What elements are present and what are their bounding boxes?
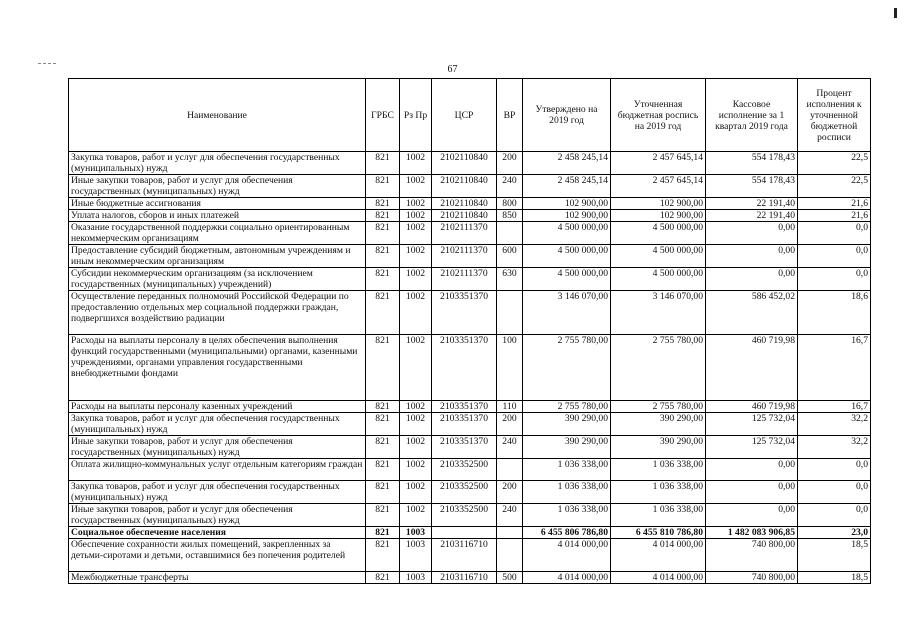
cell-rzpr: 1002: [400, 481, 432, 504]
col-header-csr: ЦСР: [432, 79, 497, 152]
cell-vr: [497, 459, 523, 481]
cell-name: Иные закупки товаров, работ и услуг для обеспечения государственных (муниципальных) нужд: [69, 436, 366, 459]
cell-percent: 22,5: [798, 175, 871, 198]
cell-rzpr: 1002: [400, 291, 432, 335]
cell-rzpr: 1003: [400, 572, 432, 584]
table-row: [69, 459, 871, 481]
cell-grbs: 821: [366, 175, 400, 198]
cell-vr: 100: [497, 335, 523, 401]
cell-refined: 2 755 780,00: [611, 401, 706, 413]
cell-executed: 0,00: [706, 245, 798, 268]
cell-approved: 4 014 000,00: [523, 572, 611, 584]
table-row: [69, 436, 871, 459]
cell-grbs: 821: [366, 413, 400, 436]
cell-executed: 740 800,00: [706, 572, 798, 584]
cell-refined: 2 755 780,00: [611, 335, 706, 401]
cell-name: Предоставление субсидий бюджетным, автономным учреждениям и иным некоммерческим организациям: [69, 245, 366, 268]
cell-percent: 16,7: [798, 401, 871, 413]
cell-executed: 460 719,98: [706, 335, 798, 401]
cell-csr: 2103352500: [432, 504, 497, 527]
cell-vr: [497, 539, 523, 572]
cell-csr: 2102110840: [432, 175, 497, 198]
table-row: [69, 222, 871, 245]
cell-csr: 2103352500: [432, 459, 497, 481]
scan-corner-mark: [894, 8, 897, 18]
cell-approved: 4 500 000,00: [523, 222, 611, 245]
cell-executed: 554 178,43: [706, 152, 798, 175]
cell-name: Оплата жилищно-коммунальных услуг отдельным категориям граждан: [69, 459, 366, 481]
table-row: [69, 481, 871, 504]
cell-executed: 0,00: [706, 222, 798, 245]
cell-name: Расходы на выплаты персоналу в целях обеспечения выполнения функций государственными (муниципальными) органами, казенными учреждениями, органами управления государственными внебюджетными фондами: [69, 335, 366, 401]
cell-grbs: 821: [366, 152, 400, 175]
cell-grbs: 821: [366, 245, 400, 268]
cell-csr: 2103351370: [432, 413, 497, 436]
cell-approved: 390 290,00: [523, 413, 611, 436]
cell-approved: 4 500 000,00: [523, 245, 611, 268]
cell-name: Закупка товаров, работ и услуг для обеспечения государственных (муниципальных) нужд: [69, 413, 366, 436]
col-header-name: Наименование: [69, 79, 366, 152]
cell-percent: 16,7: [798, 335, 871, 401]
cell-percent: 22,5: [798, 152, 871, 175]
cell-refined: 1 036 338,00: [611, 459, 706, 481]
cell-grbs: 821: [366, 572, 400, 584]
cell-vr: 240: [497, 436, 523, 459]
cell-executed: 0,00: [706, 481, 798, 504]
cell-rzpr: 1002: [400, 152, 432, 175]
cell-approved: 2 458 245,14: [523, 152, 611, 175]
cell-approved: 3 146 070,00: [523, 291, 611, 335]
cell-rzpr: 1002: [400, 268, 432, 291]
cell-vr: 850: [497, 210, 523, 222]
cell-vr: 240: [497, 175, 523, 198]
cell-grbs: 821: [366, 335, 400, 401]
cell-refined: 4 500 000,00: [611, 268, 706, 291]
col-header-vr: ВР: [497, 79, 523, 152]
cell-refined: 102 900,00: [611, 198, 706, 210]
cell-refined: 3 146 070,00: [611, 291, 706, 335]
cell-rzpr: 1002: [400, 413, 432, 436]
cell-grbs: 821: [366, 401, 400, 413]
cell-grbs: 821: [366, 504, 400, 527]
cell-approved: 1 036 338,00: [523, 459, 611, 481]
cell-vr: [497, 222, 523, 245]
cell-name: Социальное обеспечение населения: [69, 527, 366, 539]
cell-vr: 630: [497, 268, 523, 291]
cell-percent: 21,6: [798, 198, 871, 210]
col-header-grbs: ГРБС: [366, 79, 400, 152]
cell-name: Расходы на выплаты персоналу казенных учреждений: [69, 401, 366, 413]
col-header-executed: Кассовое исполнение за 1 квартал 2019 года: [706, 79, 798, 152]
cell-approved: 390 290,00: [523, 436, 611, 459]
cell-name: Закупка товаров, работ и услуг для обеспечения государственных (муниципальных) нужд: [69, 481, 366, 504]
cell-approved: 2 755 780,00: [523, 401, 611, 413]
cell-vr: 110: [497, 401, 523, 413]
cell-executed: 125 732,04: [706, 436, 798, 459]
cell-csr: 2103116710: [432, 572, 497, 584]
cell-grbs: 821: [366, 459, 400, 481]
col-header-percent: Процент исполнения к уточненной бюджетной росписи: [798, 79, 871, 152]
table-row: [69, 539, 871, 572]
cell-grbs: 821: [366, 436, 400, 459]
cell-csr: 2103351370: [432, 291, 497, 335]
cell-refined: 102 900,00: [611, 210, 706, 222]
cell-approved: 4 500 000,00: [523, 268, 611, 291]
col-header-refined: Уточненная бюджетная роспись на 2019 год: [611, 79, 706, 152]
cell-executed: 0,00: [706, 459, 798, 481]
cell-percent: 23,0: [798, 527, 871, 539]
cell-refined: 2 457 645,14: [611, 152, 706, 175]
cell-executed: 22 191,40: [706, 198, 798, 210]
cell-rzpr: 1002: [400, 175, 432, 198]
cell-rzpr: 1002: [400, 198, 432, 210]
cell-vr: 200: [497, 152, 523, 175]
cell-name: Иные закупки товаров, работ и услуг для обеспечения государственных (муниципальных) нужд: [69, 504, 366, 527]
cell-csr: 2103352500: [432, 481, 497, 504]
cell-refined: 4 014 000,00: [611, 572, 706, 584]
cell-vr: [497, 291, 523, 335]
table-row: [69, 335, 871, 401]
cell-csr: 2102111370: [432, 222, 497, 245]
table-row: [69, 291, 871, 335]
cell-grbs: 821: [366, 268, 400, 291]
cell-rzpr: 1002: [400, 210, 432, 222]
cell-percent: 0,0: [798, 222, 871, 245]
table-row: [69, 152, 871, 175]
cell-name: Иные закупки товаров, работ и услуг для обеспечения государственных (муниципальных) нужд: [69, 175, 366, 198]
cell-refined: 4 500 000,00: [611, 222, 706, 245]
cell-rzpr: 1002: [400, 436, 432, 459]
cell-refined: 4 014 000,00: [611, 539, 706, 572]
cell-grbs: 821: [366, 291, 400, 335]
cell-grbs: 821: [366, 539, 400, 572]
cell-vr: 500: [497, 572, 523, 584]
cell-vr: [497, 527, 523, 539]
cell-executed: 125 732,04: [706, 413, 798, 436]
cell-approved: 4 014 000,00: [523, 539, 611, 572]
cell-csr: 2102111370: [432, 268, 497, 291]
cell-executed: 460 719,98: [706, 401, 798, 413]
cell-name: Оказание государственной поддержки социально ориентированным некоммерческим организациям: [69, 222, 366, 245]
table-row: [69, 245, 871, 268]
cell-approved: 1 036 338,00: [523, 481, 611, 504]
col-header-approved: Утверждено на 2019 год: [523, 79, 611, 152]
table-row: [69, 401, 871, 413]
cell-vr: 800: [497, 198, 523, 210]
cell-grbs: 821: [366, 198, 400, 210]
cell-executed: 0,00: [706, 268, 798, 291]
cell-csr: 2102110840: [432, 152, 497, 175]
table-row: [69, 175, 871, 198]
cell-percent: 32,2: [798, 413, 871, 436]
cell-name: Закупка товаров, работ и услуг для обеспечения государственных (муниципальных) нужд: [69, 152, 366, 175]
cell-approved: 1 036 338,00: [523, 504, 611, 527]
table-row: [69, 527, 871, 539]
cell-executed: 740 800,00: [706, 539, 798, 572]
cell-percent: 21,6: [798, 210, 871, 222]
cell-vr: 200: [497, 413, 523, 436]
cell-percent: 0,0: [798, 268, 871, 291]
cell-percent: 18,6: [798, 291, 871, 335]
cell-vr: 600: [497, 245, 523, 268]
table-header-row: [69, 79, 871, 152]
cell-approved: 102 900,00: [523, 198, 611, 210]
table-row: [69, 198, 871, 210]
cell-approved: 2 755 780,00: [523, 335, 611, 401]
cell-name: Осуществление переданных полномочий Российской Федерации по предоставлению отдельных мер социальной поддержки граждан, подвергшихся воздействию радиации: [69, 291, 366, 335]
cell-rzpr: 1002: [400, 245, 432, 268]
cell-approved: 2 458 245,14: [523, 175, 611, 198]
cell-csr: 2102111370: [432, 245, 497, 268]
table-row: [69, 504, 871, 527]
cell-rzpr: 1003: [400, 539, 432, 572]
cell-name: Субсидии некоммерческим организациям (за исключением государственных (муниципальных) учреждений): [69, 268, 366, 291]
cell-vr: 240: [497, 504, 523, 527]
cell-approved: 102 900,00: [523, 210, 611, 222]
table-row: [69, 210, 871, 222]
cell-executed: 586 452,02: [706, 291, 798, 335]
cell-rzpr: 1002: [400, 504, 432, 527]
table-row: [69, 413, 871, 436]
cell-csr: 2102110840: [432, 198, 497, 210]
cell-grbs: 821: [366, 210, 400, 222]
cell-refined: 1 036 338,00: [611, 504, 706, 527]
cell-approved: 6 455 806 786,80: [523, 527, 611, 539]
cell-executed: 22 191,40: [706, 210, 798, 222]
budget-table: [68, 78, 871, 584]
cell-executed: 554 178,43: [706, 175, 798, 198]
cell-csr: [432, 527, 497, 539]
cell-name: Межбюджетные трансферты: [69, 572, 366, 584]
cell-csr: 2103351370: [432, 401, 497, 413]
cell-vr: 200: [497, 481, 523, 504]
cell-refined: 4 500 000,00: [611, 245, 706, 268]
cell-csr: 2103351370: [432, 335, 497, 401]
cell-percent: 0,0: [798, 504, 871, 527]
table-row: [69, 572, 871, 584]
cell-name: Иные бюджетные ассигнования: [69, 198, 366, 210]
cell-executed: 0,00: [706, 504, 798, 527]
cell-rzpr: 1003: [400, 527, 432, 539]
cell-grbs: 821: [366, 481, 400, 504]
cell-percent: 18,5: [798, 539, 871, 572]
cell-csr: 2103116710: [432, 539, 497, 572]
cell-name: Обеспечение сохранности жилых помещений, закрепленных за детьми-сиротами и детьми, оставшимися без попечения родителей: [69, 539, 366, 572]
cell-csr: 2102110840: [432, 210, 497, 222]
page-number: 67: [447, 64, 458, 75]
cell-percent: 32,2: [798, 436, 871, 459]
cell-rzpr: 1002: [400, 335, 432, 401]
cell-csr: 2103351370: [432, 436, 497, 459]
cell-refined: 2 457 645,14: [611, 175, 706, 198]
cell-executed: 1 482 083 906,85: [706, 527, 798, 539]
cell-rzpr: 1002: [400, 401, 432, 413]
cell-percent: 18,5: [798, 572, 871, 584]
cell-grbs: 821: [366, 527, 400, 539]
col-header-rzpr: Рз Пр: [400, 79, 432, 152]
cell-grbs: 821: [366, 222, 400, 245]
cell-rzpr: 1002: [400, 222, 432, 245]
cell-percent: 0,0: [798, 459, 871, 481]
cell-name: Уплата налогов, сборов и иных платежей: [69, 210, 366, 222]
cell-refined: 1 036 338,00: [611, 481, 706, 504]
table-row: [69, 268, 871, 291]
cell-refined: 390 290,00: [611, 413, 706, 436]
cell-rzpr: 1002: [400, 459, 432, 481]
cell-refined: 6 455 810 786,80: [611, 527, 706, 539]
cell-percent: 0,0: [798, 481, 871, 504]
table-body: [69, 152, 871, 584]
cell-percent: 0,0: [798, 245, 871, 268]
cell-refined: 390 290,00: [611, 436, 706, 459]
